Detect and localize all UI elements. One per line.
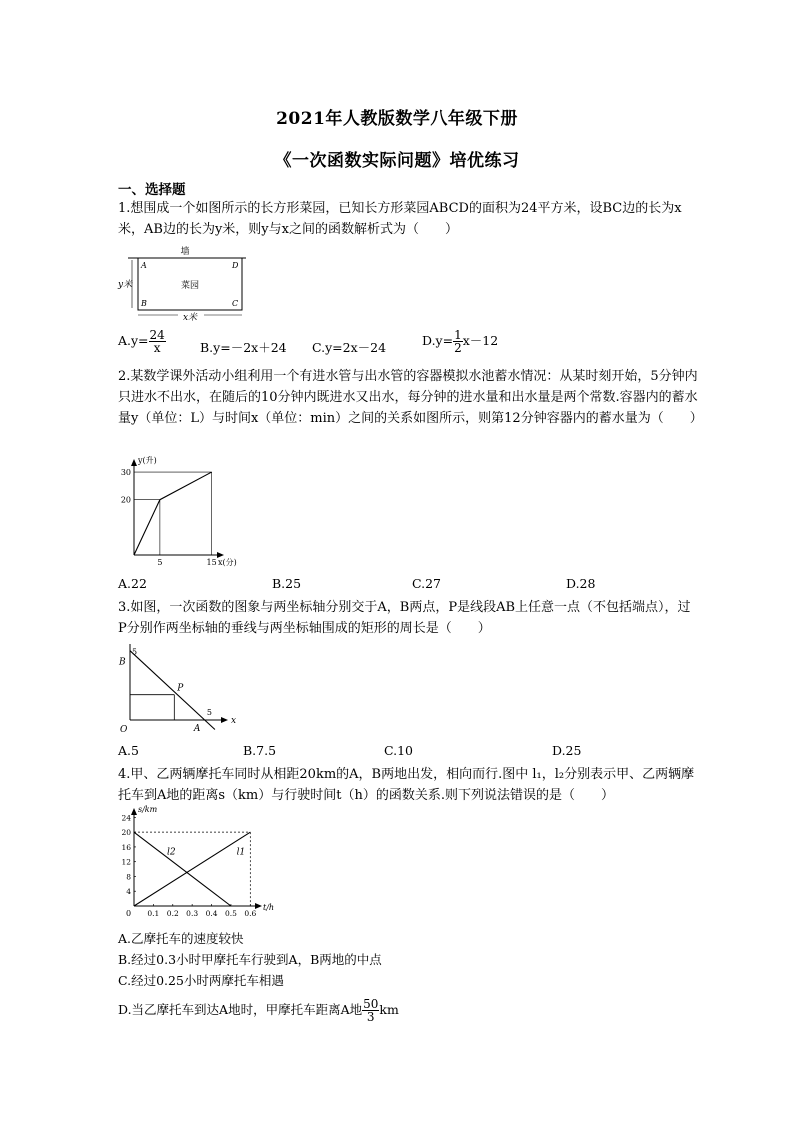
y-tick-24: 24 (121, 813, 131, 823)
y-tick-30: 30 (120, 468, 131, 478)
y-tick-8: 8 (126, 872, 131, 882)
question-4-text: 4.甲、乙两辆摩托车同时从相距20km的A，B两地出发，相向而行.图中 l₁，l₂分别表示甲、乙两辆摩托车到A地的距离s（km）与行驶时间t（h）的函数关系.则下列说法错误的是（ ） (118, 767, 695, 803)
vertex-d: D (232, 261, 239, 270)
vertex-b: B (141, 299, 147, 308)
x-axis-label: t/h (263, 903, 275, 912)
point-b-label: B (119, 657, 126, 668)
x-intercept-label: 5 (206, 708, 212, 717)
question-1-text: 1.想围成一个如图所示的长方形菜园，已知长方形菜园ABCD的面积为24平方米，设BC边的长为x米，AB边的长为y米，则y与x之间的函数解析式为（ ） (118, 201, 682, 237)
q3-option-d: D.25 (552, 743, 582, 758)
origin-label: O (120, 725, 128, 735)
q2-water-chart (118, 455, 237, 570)
q4-option-c: C.经过0.25小时两摩托车相遇 (118, 973, 284, 988)
y-intercept-label: 5 (132, 647, 138, 657)
q3-linear-function-chart (118, 640, 237, 736)
y-tick-20: 20 (121, 828, 131, 838)
document-title: 2021年人教版数学八年级下册 (276, 109, 518, 129)
question-3-text: 3.如图，一次函数的图象与两坐标轴分别交于A，B两点，P是线段AB上任意一点（不包括端点），过P分别作两坐标轴的垂线与两坐标轴围成的矩形的周长是（ ） (118, 600, 691, 636)
series-line-l2 (134, 832, 231, 906)
point-p-label: P (177, 683, 184, 694)
water-volume-line (134, 472, 212, 555)
vertex-c: C (232, 299, 239, 308)
q1-garden-figure (118, 244, 248, 322)
series-label-l1: l1 (236, 847, 246, 858)
garden-label: 菜园 (180, 281, 200, 291)
q1-option-a: A.y= $\frac{24}{x}$ (118, 328, 165, 355)
x-tick-15: 15 (206, 558, 217, 567)
q4-option-a: A.乙摩托车的速度较快 (118, 931, 244, 946)
q3-option-c: C.10 (384, 743, 413, 758)
wall-label: 墙 (180, 247, 190, 257)
point-a-label: A (193, 724, 201, 734)
document-subtitle: 《一次函数实际问题》培优练习 (274, 151, 520, 171)
q2-option-a: A.22 (118, 576, 147, 591)
x-length-label: x米 (182, 313, 198, 323)
y-tick-12: 12 (121, 857, 131, 867)
x-tick-0.5: 0.5 (224, 909, 237, 918)
x-axis-label: x(分) (218, 558, 237, 567)
x-tick-0.6: 0.6 (244, 909, 257, 918)
y-axis-arrow (131, 459, 137, 466)
line-ab (130, 651, 215, 730)
y-tick-4: 4 (126, 887, 131, 897)
q4-motorcycle-chart (118, 805, 275, 922)
q1-option-b: B.y=－2x＋24 (200, 340, 287, 355)
q1-option-d: D.y= $\frac{1}{2}$ x－12 (422, 328, 499, 355)
section-heading: 一、选择题 (118, 182, 186, 198)
series-label-l2: l2 (166, 847, 176, 858)
x-tick-5: 5 (157, 558, 163, 567)
q4-option-d: D.当乙摩托车到达A地时，甲摩托车距离A地 $\frac{50}{3}$ km (118, 997, 399, 1024)
x-axis-label: x (231, 716, 237, 726)
x-tick-0.4: 0.4 (205, 909, 218, 918)
y-tick-16: 16 (121, 842, 131, 852)
origin-label: 0 (126, 909, 132, 918)
q1-option-c: C.y=2x－24 (312, 340, 387, 355)
q2-option-c: C.27 (412, 576, 441, 591)
series-line-l1 (134, 832, 250, 906)
question-2-text: 2.某数学课外活动小组利用一个有进水管与出水管的容器模拟水池蓄水情况：从某时刻开始，5分钟内只进水不出水，在随后的10分钟内既进水又出水，每分钟的进水量和出水量是两个常数.容器内的蓄水量y（单位：L）与时间x（单位：min）之间的关系如图所示，则第12分钟容器内的蓄水量为（ ） (118, 369, 703, 426)
x-tick-0.2: 0.2 (166, 909, 179, 918)
q2-option-b: B.25 (272, 576, 302, 591)
q3-option-b: B.7.5 (243, 743, 277, 758)
y-axis-label: s/km (138, 805, 158, 814)
q4-option-b: B.经过0.3小时甲摩托车行驶到A，B两地的中点 (118, 952, 382, 967)
y-axis-label: y(升) (138, 456, 157, 465)
vertex-a: A (141, 261, 147, 270)
y-axis-arrow (131, 808, 137, 815)
y-tick-20: 20 (120, 495, 131, 505)
x-axis-arrow (221, 717, 228, 723)
x-tick-0.3: 0.3 (186, 909, 199, 918)
q3-option-a: A.5 (118, 743, 139, 758)
x-tick-0.1: 0.1 (147, 909, 160, 918)
q2-option-d: D.28 (566, 576, 596, 591)
y-length-label: y米 (118, 280, 133, 290)
